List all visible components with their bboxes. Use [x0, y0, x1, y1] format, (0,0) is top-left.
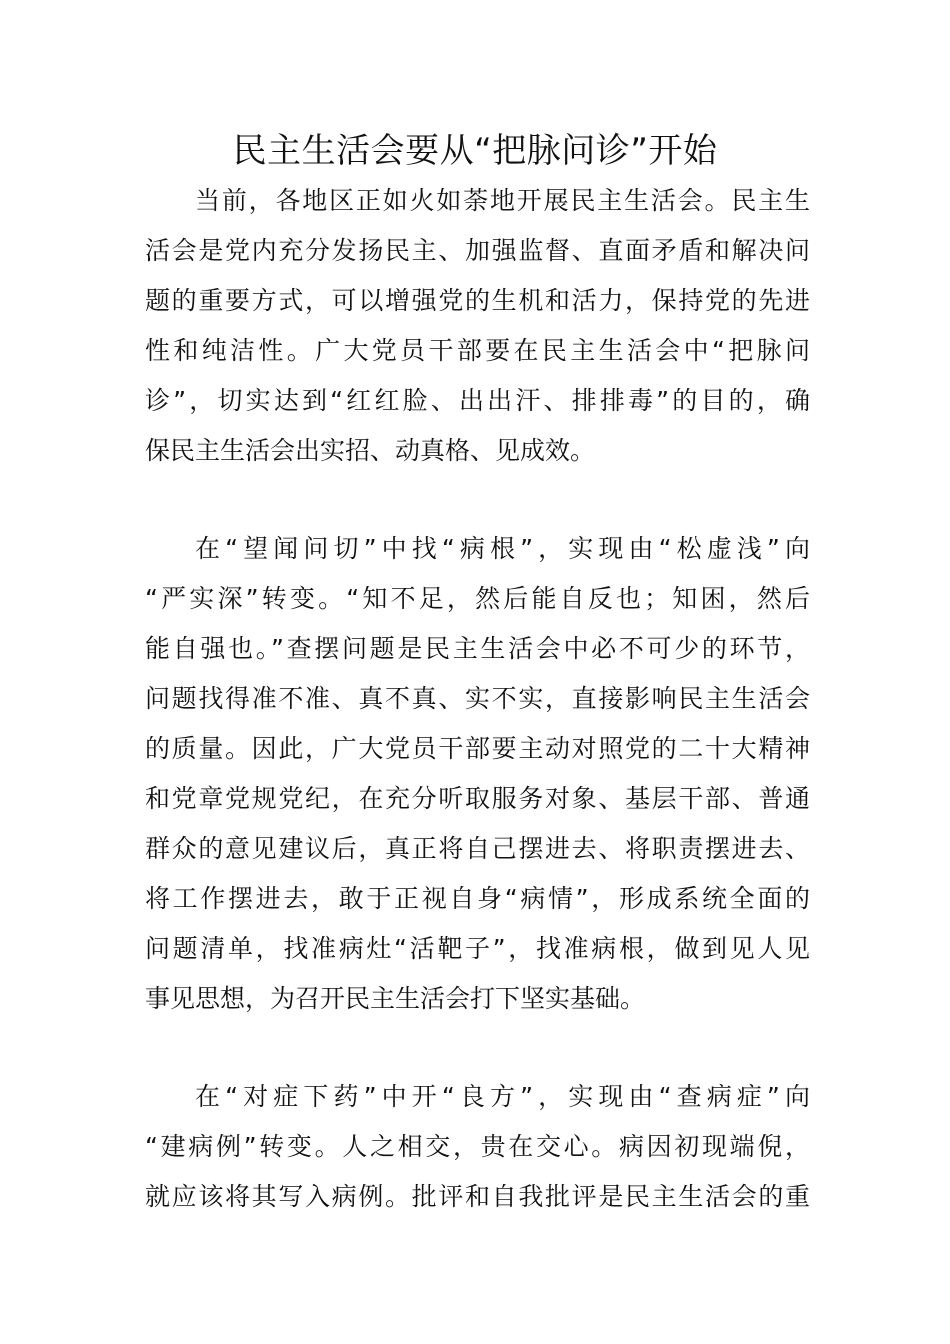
paragraph-1: [145, 176, 810, 476]
text-line: “建病例”转变。人之相交，贵在交心。病因初现端倪，: [145, 1132, 810, 1161]
text-line: 在“望闻问切”中找“病根”，实现由“松虚浅”向: [195, 534, 810, 563]
text-line: 性和纯洁性。广大党员干部要在民主生活会中“把脉问: [145, 336, 810, 365]
paragraph-2: [145, 524, 810, 1024]
document-title: 民主生活会要从“把脉问诊”开始: [232, 131, 718, 171]
text-line: 保民主生活会出实招、动真格、见成效。: [145, 436, 596, 465]
text-line: 题的重要方式，可以增强党的生机和活力，保持党的先进: [145, 286, 810, 315]
text-line: 在“对症下药”中开“良方”，实现由“查病症”向: [195, 1082, 810, 1111]
text-line: 问题清单，找准病灶“活靶子”，找准病根，做到见人见: [145, 934, 810, 963]
text-line: 诊”，切实达到“红红脸、出出汗、排排毒”的目的，确: [145, 386, 810, 415]
text-line: 问题找得准不准、真不真、实不实，直接影响民主生活会: [145, 684, 810, 713]
text-line: 和党章党规党纪，在充分听取服务对象、基层干部、普通: [145, 784, 810, 813]
text-line: 将工作摆进去，敢于正视自身“病情”，形成系统全面的: [145, 884, 810, 913]
text-line: 的质量。因此，广大党员干部要主动对照党的二十大精神: [145, 734, 810, 763]
text-line: 事见思想，为召开民主生活会打下坚实基础。: [145, 984, 646, 1013]
text-line: 就应该将其写入病例。批评和自我批评是民主生活会的重: [145, 1182, 810, 1211]
text-line: 当前，各地区正如火如荼地开展民主生活会。民主生: [195, 186, 810, 215]
text-line: 群众的意见建议后，真正将自己摆进去、将职责摆进去、: [145, 834, 810, 863]
text-line: “严实深”转变。“知不足，然后能自反也；知困，然后: [145, 584, 810, 613]
text-line: 能自强也。”查摆问题是民主生活会中必不可少的环节，: [145, 634, 810, 663]
paragraph-3: [145, 1072, 810, 1222]
text-line: 活会是党内充分发扬民主、加强监督、直面矛盾和解决问: [145, 236, 810, 265]
